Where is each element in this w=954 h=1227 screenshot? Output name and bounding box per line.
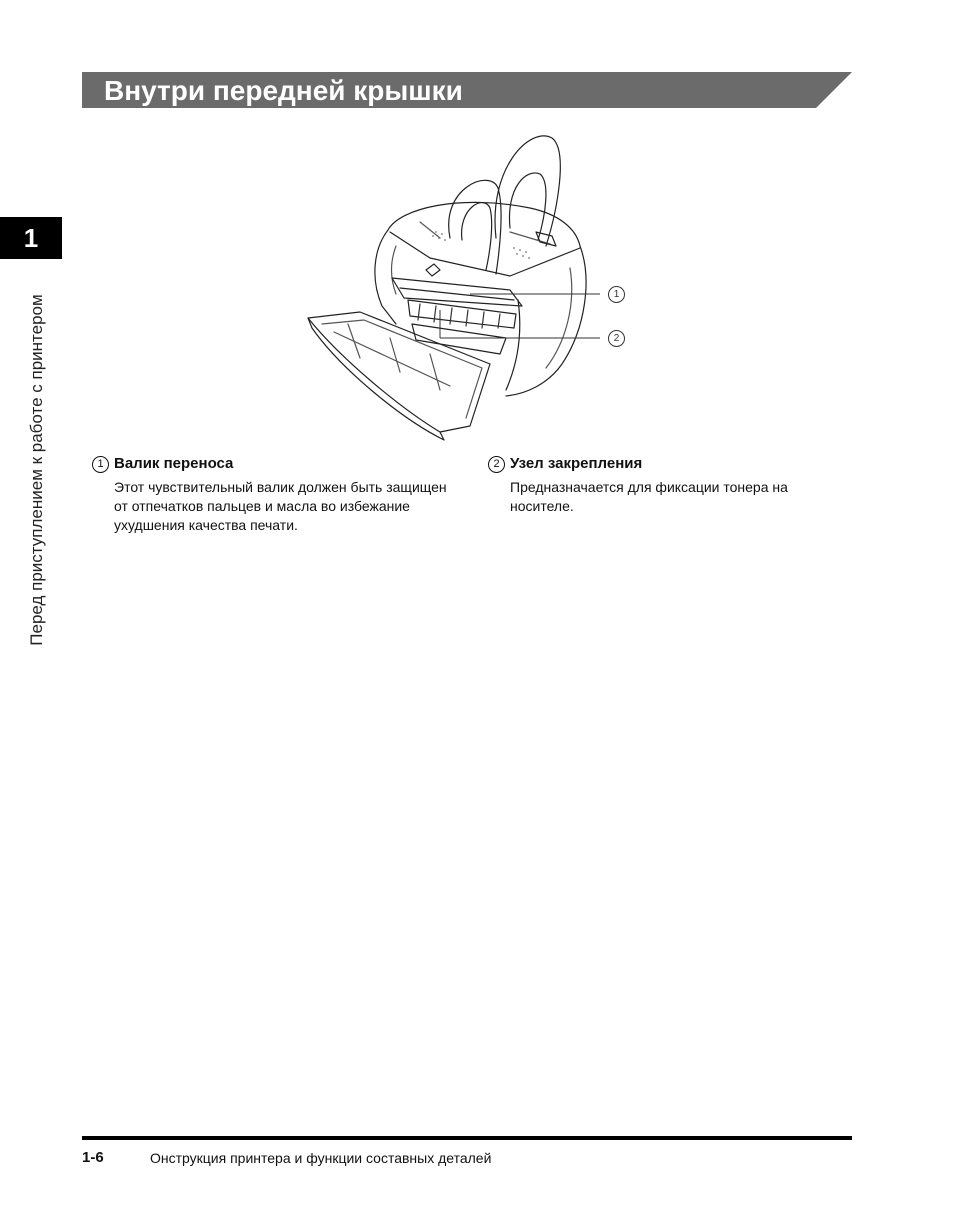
callout-1: 1	[608, 286, 625, 303]
printer-illustration	[300, 128, 640, 444]
item-description: Предназначается для фиксации тонера на носителе.	[510, 479, 788, 514]
page-title-banner	[82, 72, 852, 108]
page-number: 1-6	[82, 1149, 104, 1166]
item-heading	[92, 454, 452, 474]
item-number: 1	[92, 456, 109, 473]
item-title: Валик переноса	[114, 455, 234, 472]
footer-divider	[82, 1136, 852, 1140]
item-transfer-roller	[92, 454, 452, 535]
callout-leaders	[300, 128, 640, 444]
chapter-side-title: Перед приступлением к работе с принтером	[27, 294, 46, 646]
chapter-tab: 1	[0, 217, 62, 259]
page-title: Внутри передней крышки	[104, 75, 463, 106]
item-title: Узел закрепления	[510, 455, 643, 472]
item-fixing-unit	[488, 454, 838, 516]
item-description: Этот чувствительный валик должен быть защищен от отпечатков пальцев и масла во избежание ухудшения качества печати.	[114, 479, 447, 533]
item-number: 2	[488, 456, 505, 473]
item-heading	[488, 454, 838, 474]
footer-section-title: Онструкция принтера и функции составных деталей	[150, 1150, 492, 1166]
callout-2: 2	[608, 330, 625, 347]
